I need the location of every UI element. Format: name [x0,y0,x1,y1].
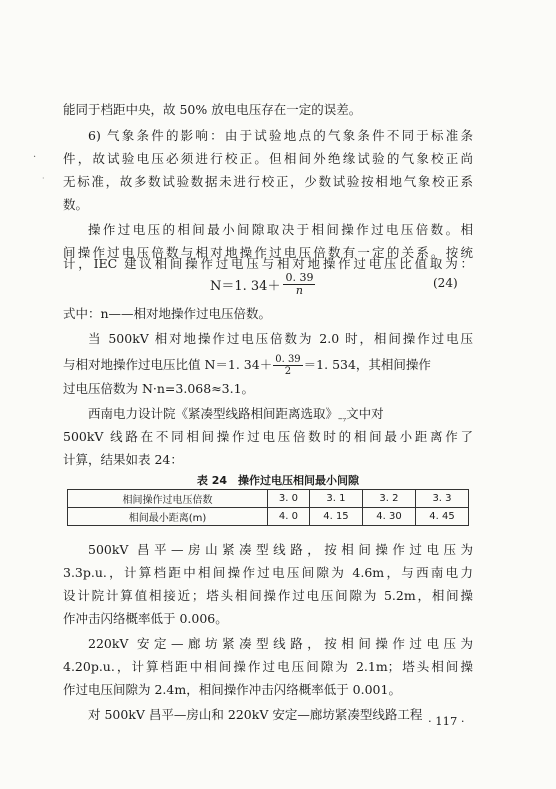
row-header: 相间最小距离(m) [68,508,268,526]
ratio-numerator: 0. 39 [275,354,301,365]
formula-lhs: N＝1. 34＋ [210,279,281,294]
reference-tail: 文中对 [346,406,384,421]
text-line: 式中：n——相对地操作过电压倍数。 [63,306,272,321]
table-cell: 4. 0 [268,508,310,526]
page-number: · 117 · [428,714,465,728]
table-cell: 3. 2 [362,490,415,508]
formula-24 [210,272,315,297]
table-cell: 4. 15 [309,508,362,526]
text-line: 间操作过电压倍数与相对地操作过电压倍数有一定的关系。按统 [63,245,473,260]
text-line: 过电压倍数为 N·n=3.068≈3.1。 [63,381,255,396]
margin-mark: · [33,152,37,163]
text-line: 件，故试验电压必须进行校正。但相间外绝缘试验的气象校正尚 [63,151,473,166]
table-row [68,490,469,508]
reference-mark: –₇ [338,414,347,425]
text-line: 能同于档距中央，故 50% 放电电压存在一定的误差。 [63,102,362,117]
table-caption: 表 24 操作过电压相间最小间隙 [196,474,360,487]
text-line: 对 500kV 昌平—房山和 220kV 安定—廊坊紧凑型线路工程 [88,707,423,722]
text-line: 当 500kV 相对地操作过电压倍数为 2.0 时，相间操作过电压 [88,331,473,346]
ratio-suffix: ＝1. 534，其相间操作 [303,357,431,372]
equation-number: (24) [433,276,458,290]
text-line: 4.20p.u.，计算档距中相间操作过电压间隙为 2.1m；塔头相间操 [63,659,473,674]
table-cell: 4. 45 [415,508,468,526]
ratio-fraction [273,354,302,377]
text-line: 6) 气象条件的影响：由于试验地点的气象条件不同于标准条 [88,128,473,143]
text-line: 作过电压间隙为 2.4m，相间操作冲击闪络概率低于 0.001。 [63,682,401,697]
inline-ratio-line [63,354,473,377]
table-cell: 4. 30 [362,508,415,526]
text-line: 操作过电压的相间最小间隙取决于相间操作过电压倍数。相 [88,222,473,237]
formula-fraction [283,272,315,297]
formula-numerator: 0. 39 [285,271,314,284]
text-line: 500kV 昌平—房山紧凑型线路，按相间操作过电压为 [88,542,473,557]
text-line: 数。 [63,197,89,212]
text-line: 计算，结果如表 24： [63,452,183,467]
text-line: 500kV 线路在不同相间操作过电压倍数时的相间最小距离作了 [63,429,473,444]
text-line: 作冲击闪络概率低于 0.006。 [63,611,228,626]
text-line: 无标准，故多数试验数据未进行校正，少数试验按相地气象校正系 [63,174,473,189]
ratio-denominator: 2 [284,366,292,377]
reference-line [88,406,473,428]
text-line: 设计院计算值相接近；塔头相间操作过电压间隙为 5.2m，相间操 [63,588,473,603]
formula-denominator: n [295,284,303,297]
text-line: 计，IEC 建议相间操作过电压与相对地操作过电压比值取为： [63,256,473,271]
text-line: 3.3p.u.，计算档距中相间操作过电压间隙为 4.6m，与西南电力 [63,565,473,580]
row-header: 相间操作过电压倍数 [68,490,268,508]
table-cell: 3. 1 [309,490,362,508]
text-line: 220kV 安定—廊坊紧凑型线路，按相间操作过电压为 [88,636,473,651]
reference-text: 西南电力设计院《紧凑型线路相间距离选取》 [88,406,339,421]
table-cell: 3. 0 [268,490,310,508]
gap-table [67,489,469,526]
table-row [68,508,469,526]
table-cell: 3. 3 [415,490,468,508]
ratio-prefix: 与相对地操作过电压比值 N＝1. 34＋ [63,357,273,372]
margin-mark: · [42,174,45,183]
